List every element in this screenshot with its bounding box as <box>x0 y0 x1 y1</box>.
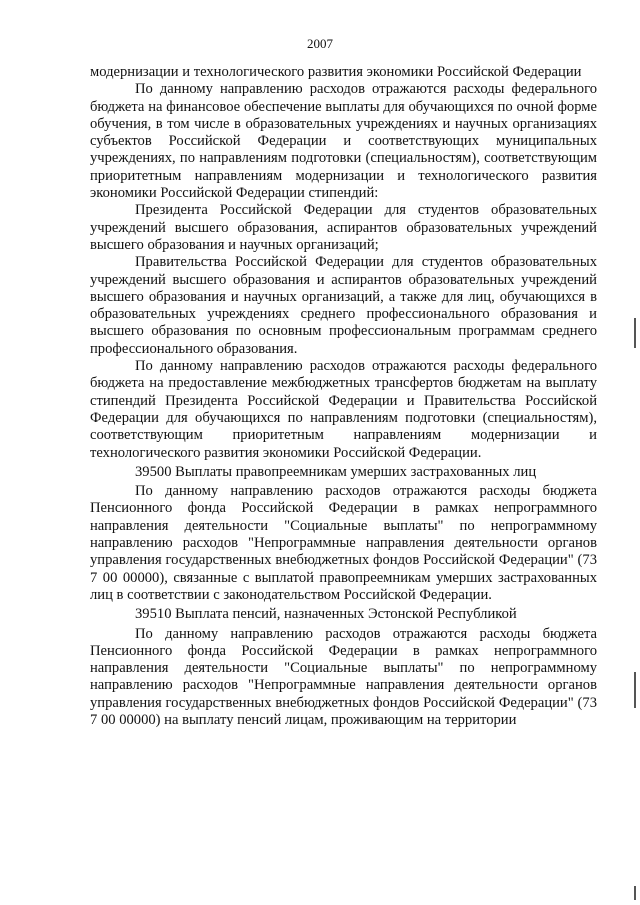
paragraph-continuation: модернизации и технологического развития экономики Российской Федерации <box>90 64 582 80</box>
paragraph: По данному направлению расходов отражаются расходы бюджета Пенсионного фонда Российской Федерации в рамках непрограммного направления деятельности "Социальные выплаты" по непрограммному направлению расходов "Непрограммные направления деятельности органов управления государственных внебюджетных фондов Российской Федерации" (73 7 00 00000) на выплату пенсий лицам, проживающим на территории <box>90 625 597 728</box>
scan-edge-mark <box>634 318 636 348</box>
section-heading-39510: 39510 Выплата пенсий, назначенных Эстонской Республикой <box>135 606 517 623</box>
section-heading-39500: 39500 Выплаты правопреемникам умерших застрахованных лиц <box>135 463 537 480</box>
page-number: 2007 <box>307 36 333 51</box>
paragraph: По данному направлению расходов отражаются расходы федерального бюджета на финансовое обеспечение выплаты для обучающихся по очной форме обучения, в том числе в образовательных учреждениях и научных организациях субъектов Российской Федерации и соответствующих муниципальных учреждениях, по направлениям подготовки (специальностям), соответствующим приоритетным направлениям модернизации и технологического развития экономики Российской Федерации стипендий: <box>90 81 597 202</box>
document-body <box>90 64 597 729</box>
paragraph: По данному направлению расходов отражаются расходы федерального бюджета на предоставление межбюджетных трансфертов бюджетам на выплату стипендий Президента Российской Федерации и Правительства Российской Федерации для обучающихся по направлениям подготовки (специальностям), соответствующим приоритетным направлениям модернизации и технологического развития экономики Российской Федерации. <box>90 358 597 461</box>
scan-edge-mark <box>634 672 636 708</box>
paragraph: Президента Российской Федерации для студентов образовательных учреждений высшего образования, аспирантов образовательных учреждений высшего образования и научных организаций; <box>90 202 597 253</box>
paragraph: Правительства Российской Федерации для студентов образовательных учреждений высшего образования и аспирантов образовательных учреждений высшего образования и научных организаций, а также для лиц, обучающихся в образовательных учреждениях среднего профессионального образования и высшего образования по основным профессиональным программам среднего профессионального образования. <box>90 254 597 357</box>
paragraph: По данному направлению расходов отражаются расходы бюджета Пенсионного фонда Российской Федерации в рамках непрограммного направления деятельности "Социальные выплаты" по непрограммному направлению расходов "Непрограммные направления деятельности органов управления государственных внебюджетных фондов Российской Федерации" (73 7 00 00000), связанные с выплатой правопреемникам умерших застрахованных лиц в соответствии с законодательством Российской Федерации. <box>90 483 597 603</box>
scan-edge-mark <box>634 886 636 900</box>
